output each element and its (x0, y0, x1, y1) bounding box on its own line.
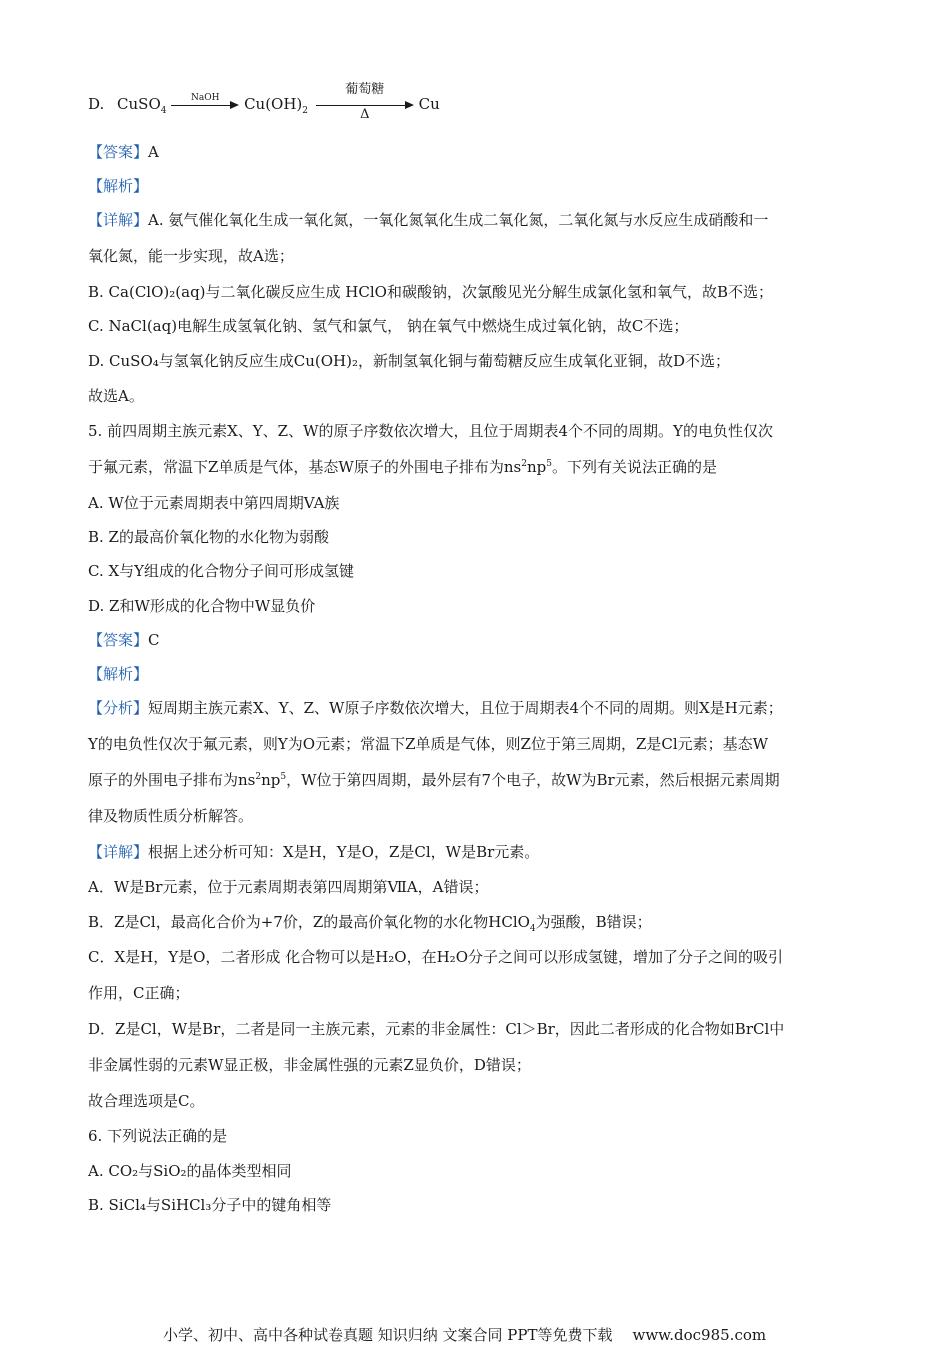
q4-detail-a-line2: 氧化氮，能一步实现，故A选； (88, 247, 294, 265)
q6-option-b: B. SiCl₄与SiHCl₃分子中的键角相等 (88, 1196, 332, 1214)
q5-detail-a: A．W是Br元素，位于元素周期表第四周期第ⅦA，A错误； (88, 878, 489, 896)
reaction-arrow-naoh: NaOH (171, 99, 239, 111)
q6-stem: 6. 下列说法正确的是 (88, 1127, 228, 1145)
q4-detail-d: D. CuSO₄与氢氧化钠反应生成Cu(OH)₂，新制氢氧化铜与葡萄糖反应生成氧化亚铜，故D不选； (88, 352, 731, 370)
q4-analysis-heading: 【解析】 (88, 177, 149, 195)
q5-analysis-line3: 原子的外围电子排布为$ns^2np^5$，W位于第四周期，最外层有7个电子，故W为Br元素，然后根据元素周期 (88, 771, 780, 789)
q5-detail-b: B．Z是Cl，最高化合价为+7价，Z的最高价氧化物的水化物HClO$_4$为强酸，B错误； (88, 913, 652, 934)
q5-stem-line1: 5. 前四周期主族元素X、Y、Z、W的原子序数依次增大，且位于周期表4个不同的周期。Y的电负性仅次 (88, 422, 773, 440)
q5-option-a: A. W位于元素周期表中第四周期VA族 (88, 494, 340, 512)
q5-answer: 【答案】C (88, 631, 160, 649)
q4-answer: 【答案】A (88, 143, 159, 161)
q5-option-b: B. Z的最高价氧化物的水化物为弱酸 (88, 528, 329, 546)
q5-detail-d-line2: 非金属性弱的元素W显正极，非金属性强的元素Z显负价，D错误； (88, 1056, 531, 1074)
q5-analysis-line2: Y的电负性仅次于氟元素，则Y为O元素；常温下Z单质是气体，则Z位于第三周期，Z是Cl元素；基态W (88, 735, 769, 753)
footer-text: 小学、初中、高中各种试卷真题 知识归纳 文案合同 PPT等免费下载 (163, 1326, 613, 1344)
q4-detail-a-line1: 【详解】A. 氨气催化氧化生成一氧化氮，一氧化氮氧化生成二氧化氮，二氧化氮与水反应生成硝酸和一 (88, 211, 769, 229)
q5-conclusion: 故合理选项是C。 (88, 1092, 205, 1110)
cuoh2-formula: $Cu(OH)_2$ (244, 95, 309, 116)
q5-detail-d-line1: D．Z是Cl，W是Br，二者是同一主族元素，元素的非金属性：Cl＞Br，因此二者形成的化合物如BrCl中 (88, 1020, 785, 1038)
q4-conclusion: 故选A。 (88, 387, 144, 405)
q4-detail-b: B. Ca(ClO)₂(aq)与二氧化碳反应生成 HClO和碳酸钠，次氯酸见光分解生成氯化氢和氧气，故B不选； (88, 283, 773, 301)
q5-analysis-line4: 律及物质性质分析解答。 (88, 807, 254, 825)
q5-option-c: C. X与Y组成的化合物分子间可形成氢键 (88, 562, 355, 580)
footer-url[interactable]: www.doc985.com (632, 1326, 767, 1344)
arrow-head-icon (230, 101, 239, 109)
option-d-reaction: D. CuSO$_4$ NaOH $Cu(OH)_2$ 葡萄糖 Δ Cu (88, 82, 440, 122)
q6-option-a: A. CO₂与SiO₂的晶体类型相同 (88, 1162, 292, 1180)
q5-analysis-line1: 【分析】短周期主族元素X、Y、Z、W原子序数依次增大，且位于周期表4个不同的周期。则X是H元素； (88, 699, 783, 717)
reaction-arrow-glucose: 葡萄糖 Δ (316, 99, 414, 111)
q5-detail-intro: 【详解】根据上述分析可知：X是H，Y是O，Z是Cl，W是Br元素。 (88, 843, 540, 861)
q5-detail-c-line2: 作用，C正确； (88, 984, 190, 1002)
q5-stem-line2: 于氟元素，常温下Z单质是气体，基态W原子的外围电子排布为$ns^2np^5$。下列有关说法正确的是 (88, 458, 717, 476)
q4-detail-c: C. NaCl(aq)电解生成氢氧化钠、氢气和氯气， 钠在氧气中燃烧生成过氧化钠，故C不选； (88, 317, 689, 335)
q5-analysis-heading: 【解析】 (88, 665, 149, 683)
footer-banner (163, 1324, 766, 1345)
q5-option-d: D. Z和W形成的化合物中W显负价 (88, 597, 316, 615)
q5-detail-c-line1: C．X是H，Y是O，二者形成 化合物可以是H₂O，在H₂O分子之间可以形成氢键，增加了分子之间的吸引 (88, 948, 783, 966)
cuso4-formula: CuSO$_4$ (117, 95, 167, 116)
